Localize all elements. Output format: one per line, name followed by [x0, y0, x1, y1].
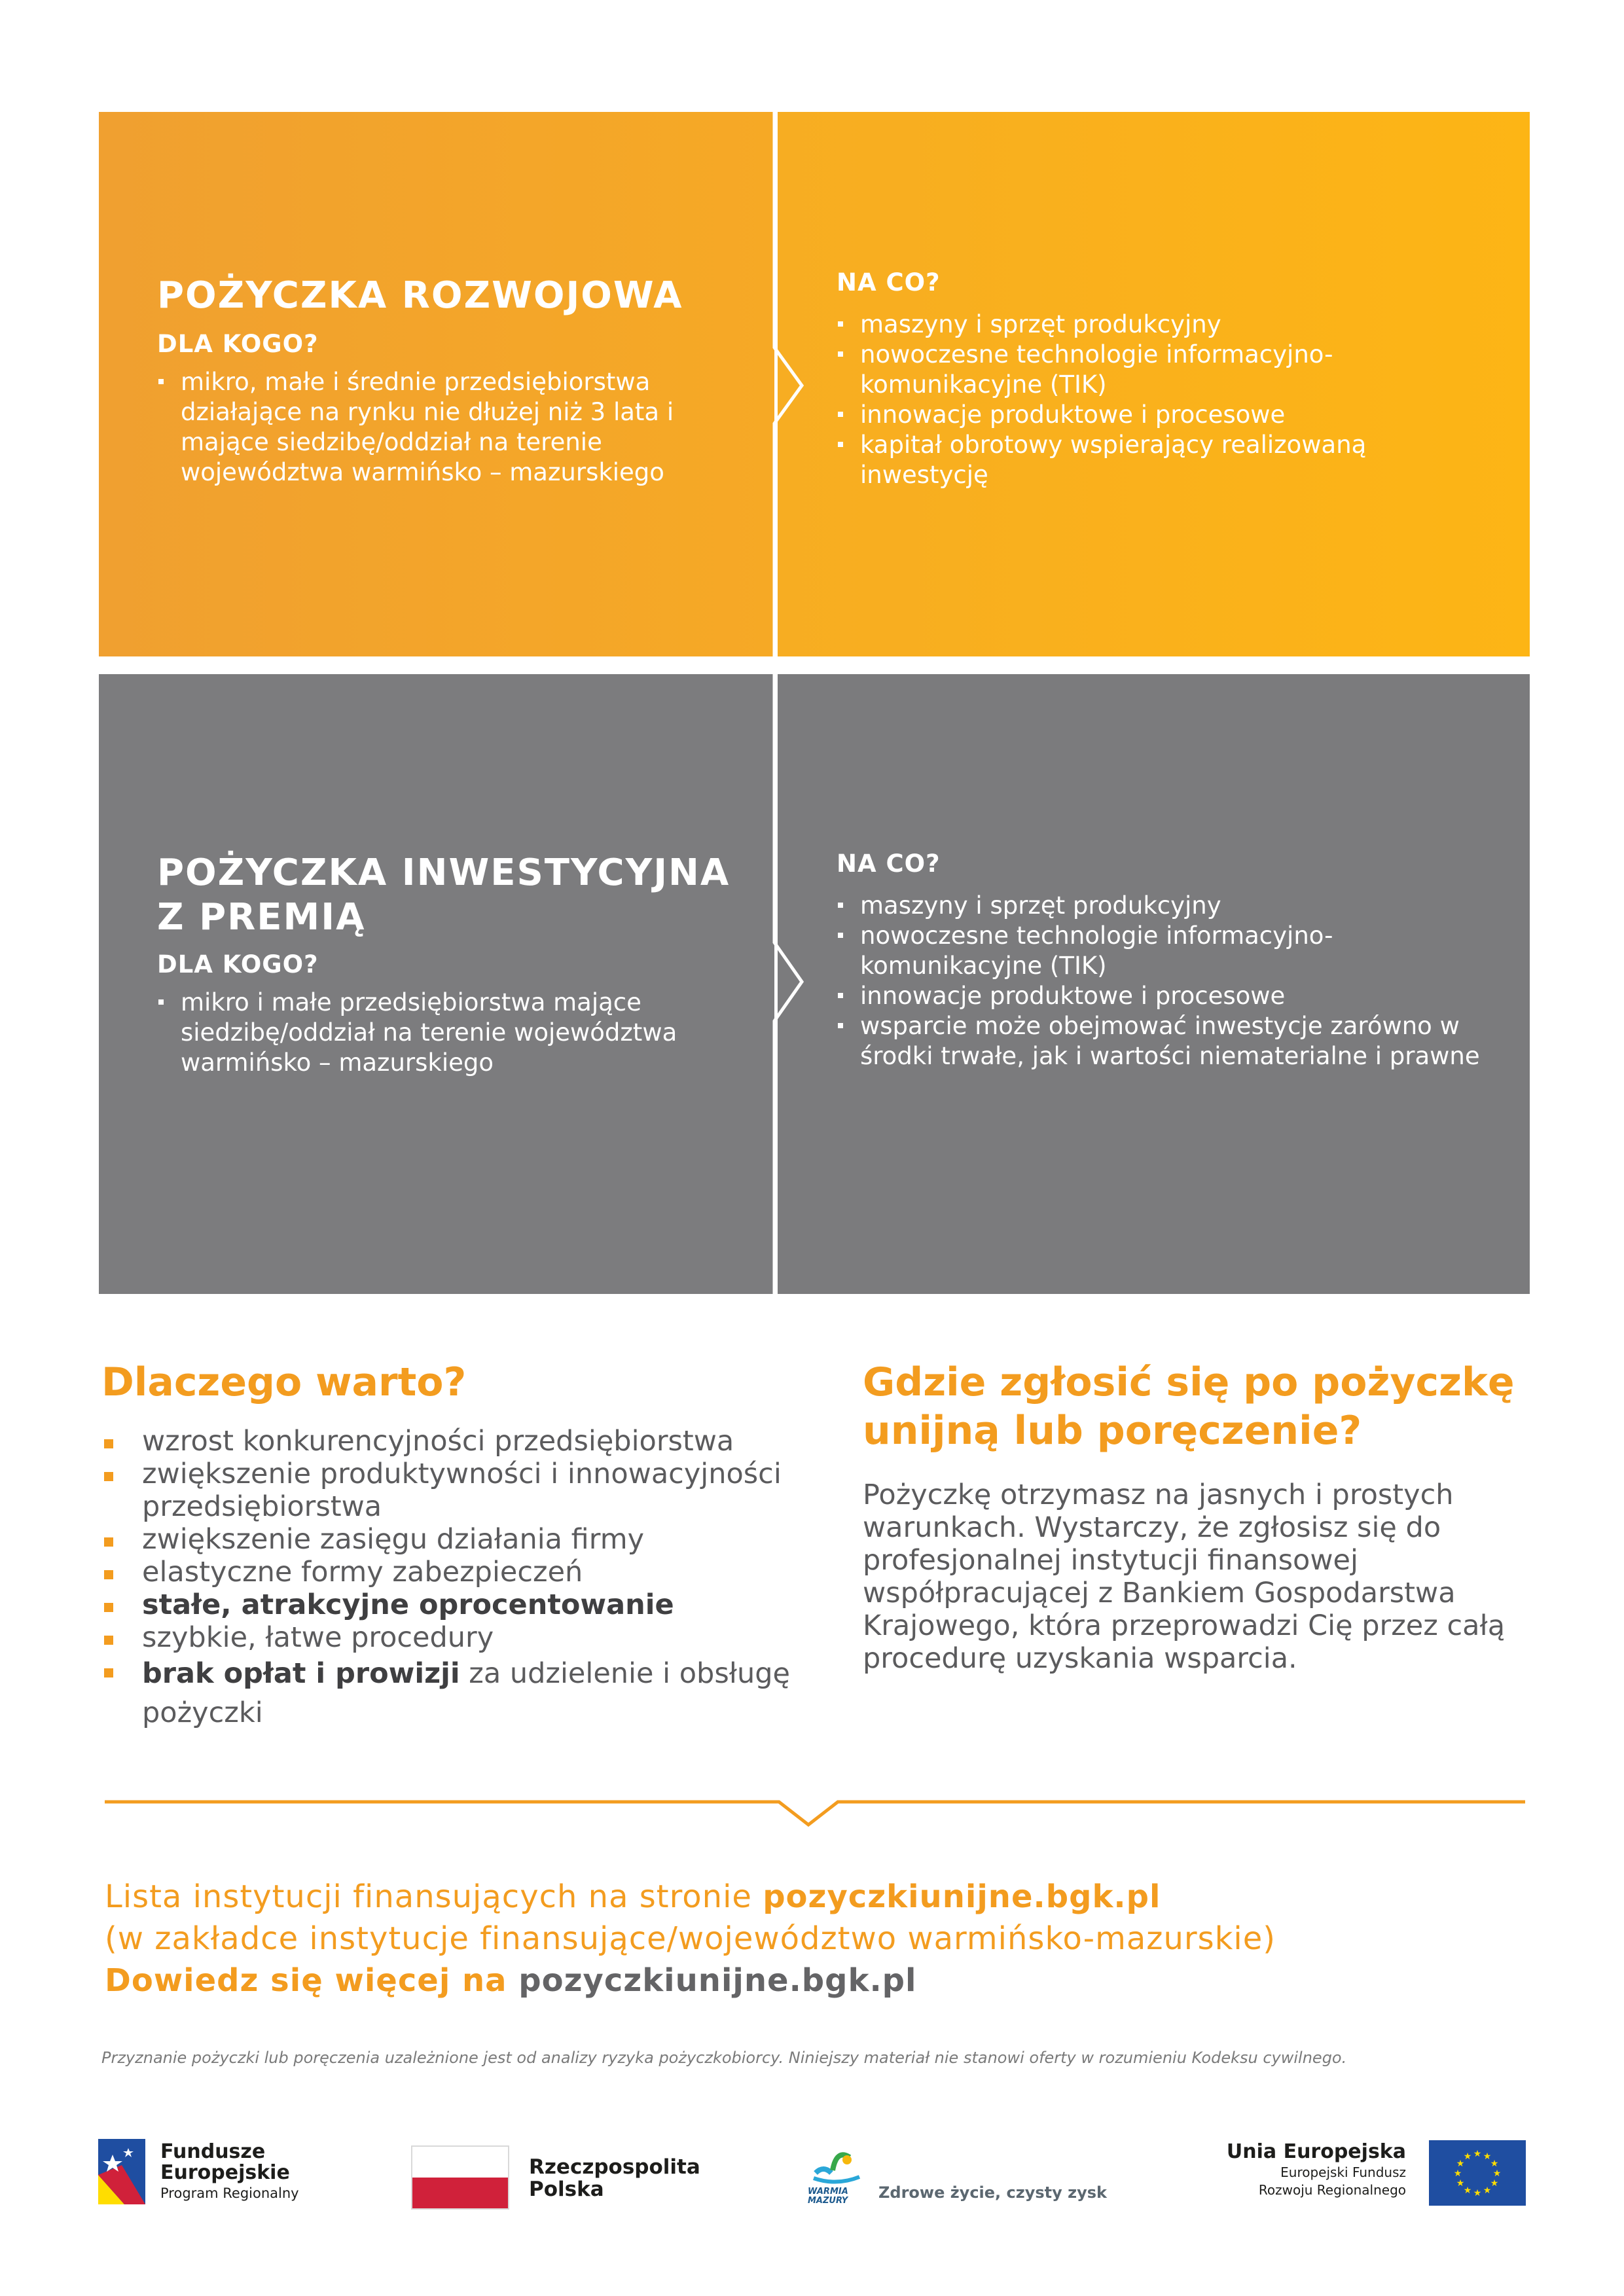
where-section — [863, 1358, 1537, 1675]
loan2-left-content — [157, 851, 746, 1078]
svg-text:★: ★ — [1453, 2168, 1462, 2179]
list-item: elastyczne formy zabezpieczeń — [101, 1556, 815, 1588]
loan1-chevron-separator — [766, 112, 805, 656]
list-item: nowoczesne technologie informacyjno-komunikacyjne (TIK) — [837, 921, 1491, 981]
rp-line1: Rzeczpospolita — [529, 2155, 700, 2179]
list-item: zwiększenie zasięgu działania firmy — [101, 1523, 815, 1556]
list-item: mikro, małe i średnie przedsiębiorstwa działające na rynku nie dłużej niż 3 lata i mające siedzibę/oddział na terenie województwa warmińsko – mazurskiego — [157, 367, 720, 488]
fe-stars-icon — [98, 2139, 145, 2204]
svg-text:★: ★ — [1492, 2168, 1502, 2179]
logo-warmia-mazury — [804, 2145, 1118, 2211]
why-section — [101, 1358, 815, 1732]
footer-link-1[interactable]: pozyczkiunijne.bgk.pl — [763, 1878, 1161, 1915]
list-item: szybkie, łatwe procedury — [101, 1621, 815, 1654]
list-item: nowoczesne technologie informacyjno-komunikacyjne (TIK) — [837, 340, 1491, 400]
wm-small2: MAZURY — [808, 2196, 848, 2206]
fe-line1: Fundusze — [160, 2140, 266, 2163]
list-item: maszyny i sprzęt produkcyjny — [837, 891, 1491, 921]
eu-line3: Rozwoju Regionalnego — [1258, 2182, 1406, 2198]
list-item: maszyny i sprzęt produkcyjny — [837, 310, 1491, 340]
loan1-left-content — [157, 274, 733, 488]
footer-line-3: Dowiedz się więcej na pozyczkiunijne.bgk.pl — [105, 1962, 917, 1999]
list-item: innowacje produktowe i procesowe — [837, 981, 1491, 1011]
svg-text:★: ★ — [1463, 2185, 1472, 2196]
loan1-for-what-list — [837, 310, 1491, 490]
list-item: zwiększenie produktywności i innowacyjności przedsiębiorstwa — [101, 1458, 815, 1523]
wm-small1: WARMIA — [808, 2187, 848, 2197]
svg-text:★: ★ — [1483, 2185, 1492, 2196]
section-divider — [105, 1791, 1525, 1830]
loan2-right-content — [837, 850, 1491, 1071]
where-text: Pożyczkę otrzymasz na jasnych i prostych warunkach. Wystarczy, że zgłosisz się do profesjonalnej instytucji finansowej współpracującej z Bankiem Gospodarstwa Krajowego, która przeprowadzi Cię przez całą procedurę uzyskania wsparcia. — [863, 1479, 1506, 1675]
logo-fundusze-europejskie — [98, 2139, 360, 2204]
loan2-for-whom-label: DLA KOGO? — [157, 950, 319, 978]
rp-line2: Polska — [529, 2178, 604, 2201]
loan2-for-what-label: NA CO? — [837, 850, 941, 878]
svg-text:★: ★ — [1490, 2178, 1499, 2189]
list-item: mikro i małe przedsiębiorstwa mające siedzibę/oddział na terenie województwa warmińsko – mazurskiego — [157, 988, 720, 1078]
loan2-title-line2: Z PREMIĄ — [157, 896, 366, 939]
wm-slogan: Zdrowe życie, czysty zysk — [878, 2183, 1107, 2202]
fe-line3: Program Regionalny — [160, 2185, 299, 2201]
warmia-mazury-icon — [804, 2145, 869, 2191]
eu-line2: Europejski Fundusz — [1280, 2164, 1406, 2180]
loan2-title-line1: POŻYCZKA INWESTYCYJNA — [157, 852, 731, 894]
loan2-for-whom-list — [157, 988, 720, 1078]
list-item: stałe, atrakcyjne oprocentowanie — [101, 1588, 815, 1621]
loan2-for-what-list — [837, 891, 1491, 1071]
svg-text:★: ★ — [1463, 2151, 1472, 2162]
disclaimer: Przyznanie pożyczki lub poręczenia uzależnione jest od analizy ryzyka pożyczkobiorcy. Niniejszy materiał nie stanowi oferty w rozumieniu Kodeksu cywilnego. — [101, 2049, 1347, 2067]
list-item: wzrost konkurencyjności przedsiębiorstwa — [101, 1425, 815, 1458]
footer-info — [105, 1876, 1545, 2001]
footer-line-2: (w zakładce instytucje finansujące/województwo warmińsko-mazurskie) — [105, 1920, 1276, 1957]
why-last-bold: brak opłat i prowizji — [142, 1657, 460, 1690]
loan1-right-content — [837, 268, 1491, 490]
svg-text:★: ★ — [1456, 2178, 1465, 2189]
list-item — [101, 1654, 815, 1732]
why-list — [101, 1425, 815, 1732]
svg-text:★: ★ — [1490, 2159, 1499, 2169]
why-heading: Dlaczego warto? — [101, 1359, 467, 1405]
footer-line-1: Lista instytucji finansujących na stronie pozyczkiunijne.bgk.pl — [105, 1878, 1161, 1915]
logo-unia-europejska — [1211, 2139, 1532, 2211]
svg-text:★: ★ — [1473, 2188, 1482, 2198]
where-heading: Gdzie zgłosić się po pożyczkę unijną lub poręczenie? — [863, 1359, 1515, 1454]
eu-line1: Unia Europejska — [1226, 2140, 1406, 2163]
footer-link-2[interactable]: pozyczkiunijne.bgk.pl — [518, 1962, 917, 1999]
list-item: innowacje produktowe i procesowe — [837, 400, 1491, 430]
loan2-chevron-separator — [766, 674, 805, 1294]
svg-text:★: ★ — [1473, 2149, 1482, 2159]
logo-rzeczpospolita-polska — [411, 2145, 706, 2211]
svg-text:★: ★ — [1456, 2159, 1465, 2169]
list-item: kapitał obrotowy wspierający realizowaną inwestycję — [837, 430, 1491, 490]
loan1-for-whom-list — [157, 367, 720, 488]
loan2-title — [157, 851, 746, 940]
fe-line2: Europejskie — [160, 2161, 290, 2184]
loan1-title: POŻYCZKA ROZWOJOWA — [157, 274, 683, 317]
loan1-for-what-label: NA CO? — [837, 268, 941, 296]
list-item: wsparcie może obejmować inwestycje zarówno w środki trwałe, jak i wartości niematerialne i prawne — [837, 1011, 1491, 1071]
why-last-rest: za udzielenie i obsługę pożyczki — [142, 1657, 790, 1729]
pl-flag-icon — [411, 2145, 509, 2210]
svg-text:★: ★ — [1483, 2151, 1492, 2162]
eu-flag-icon — [1429, 2140, 1526, 2206]
loan1-for-whom-label: DLA KOGO? — [157, 330, 319, 358]
